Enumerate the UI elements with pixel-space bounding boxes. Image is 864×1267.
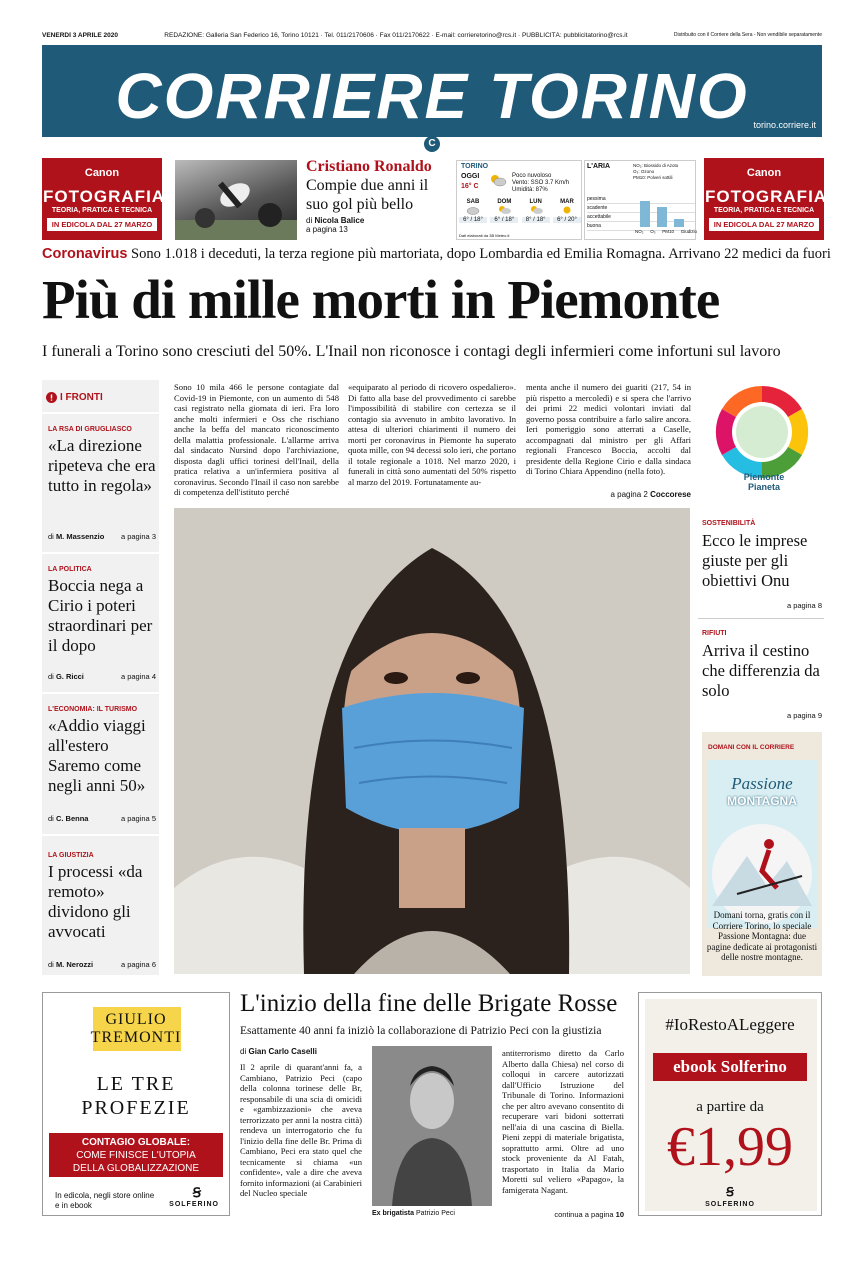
montagna-kicker: DOMANI CON IL CORRIERE bbox=[708, 744, 795, 751]
lead-author: Coccorese bbox=[650, 490, 691, 499]
divider bbox=[42, 692, 159, 694]
brigate-body-col2: antiterrorismo diretto da Carlo Alberto dalla Chiesa) nel corso di colloqui in carcere autorizzati dall'Ufficio Istruzione del Tribunale di Torino. Informazioni che per altro avevano consentito di recuperare vari bidoni sotterrati nell'aia di una cascina di Biella. Pieni zeppi di materiale brigatista, soprattutto armi. Oltre ad uno stock proveniente da Al Fatah, trasportato in Italia da Mario Moretti sul veliero «Papago», la famigerata Nagant. bbox=[502, 1048, 624, 1195]
canon-ad-right bbox=[704, 158, 828, 240]
canon-ad-left bbox=[42, 158, 166, 240]
planet-logo-text: Piemonte Pianeta bbox=[743, 472, 785, 492]
edition-date: VENERDÌ 3 APRILE 2020 bbox=[42, 32, 118, 39]
weather-day: LUN 8° / 18° bbox=[522, 199, 550, 223]
fronti-header: I FRONTI bbox=[60, 392, 103, 403]
man-portrait-icon bbox=[372, 1046, 492, 1206]
weather-day: DOM 6° / 18° bbox=[490, 199, 518, 223]
fronti-column: I FRONTI LA RSA DI GRUGLIASCO «La direzione ripeteva che era tutto in regola» di M. Massenzio a pagina 3 LA POLITICA Boccia nega a Cirio i poteri straordinari per il dopo di G. Ricci a pagina 4 L'ECONOMIA: IL TURISMO «Addio viaggi all'estero Saremo come negli anni 50» di C. Benna a pagina 5 LA GIUSTIZIA I processi «da remoto» dividono gli avvocati di M. Nerozzi a pagina 6 bbox=[42, 380, 159, 975]
divider bbox=[42, 412, 159, 414]
divider bbox=[42, 552, 159, 554]
football-player-icon bbox=[175, 160, 297, 240]
weather-city: TORINO bbox=[461, 163, 489, 170]
continue-page: 10 bbox=[615, 1210, 624, 1219]
air-bar-pm10 bbox=[674, 219, 684, 227]
montagna-promo[interactable] bbox=[702, 732, 822, 976]
caption-bold: Ex brigatista bbox=[372, 1210, 415, 1217]
newspaper-title: CORRIERE TORINO bbox=[115, 60, 749, 132]
ad-book-2: PROFEZIE bbox=[81, 1097, 191, 1119]
weather-humidity: Umidità: 87% bbox=[512, 187, 548, 193]
by-prefix: di bbox=[240, 1047, 247, 1056]
weather-forecast bbox=[456, 160, 582, 240]
ad-band: CONTAGIO GLOBALE: COME FINISCE L'UTOPIA DELLA GLOBALIZZAZIONE bbox=[49, 1133, 223, 1177]
weather-day: SAB 6° / 18° bbox=[459, 199, 487, 223]
lead-body-col3: menta anche il numero dei guariti (217, 54 in più rispetto a mercoledì) e si spera che l'arrivo dei primi 22 medici volontari inviati dal governo possa contribuire a farlo salire ancora. Ieri pomeriggio sono atterrati a Caselle, accompagnati dal ministro per gli Affari regionali Francesco Boccia, accolti dal presidente della Regione Cirio e dalla sindaca di Torino Chiara Appendino (nella foto). bbox=[526, 382, 691, 476]
montagna-logo-2: MONTAGNA bbox=[727, 794, 797, 808]
air-label: L'ARIA bbox=[587, 163, 611, 170]
cloudy-icon bbox=[466, 205, 480, 215]
partly-cloudy-icon bbox=[497, 205, 511, 215]
weather-wind: Vento: SSO 3.7 Km/h bbox=[512, 180, 570, 186]
peci-photo bbox=[372, 1046, 492, 1206]
alert-icon bbox=[46, 392, 57, 403]
fronti-item[interactable]: LA GIUSTIZIA I processi «da remoto» dividono gli avvocati bbox=[48, 852, 143, 941]
weather-days bbox=[459, 199, 581, 223]
woman-face-mask-icon bbox=[174, 508, 690, 974]
solferino-logo-icon: Ꞩ bbox=[192, 1185, 201, 1200]
weather-today-temp: 16° C bbox=[461, 183, 479, 190]
partly-cloudy-icon bbox=[489, 173, 507, 187]
canon-edicola: IN EDICOLA DAL 27 MARZO bbox=[47, 218, 157, 231]
ronaldo-author: Nicola Balice bbox=[314, 216, 365, 225]
photo-caption: Patrizio Peci bbox=[415, 1210, 455, 1217]
canon-brand: Canon bbox=[746, 167, 782, 179]
lead-page: a pagina 2 bbox=[610, 490, 648, 499]
tremonti-ad[interactable] bbox=[42, 992, 230, 1216]
distribution-note: Distribuito con il Corriere della Sera - Non vendibile separatamente bbox=[673, 32, 822, 38]
weather-today-label: OGGI bbox=[461, 173, 480, 180]
canon-title: FOTOGRAFIA bbox=[705, 187, 828, 206]
canon-title: FOTOGRAFIA bbox=[43, 187, 166, 206]
divider bbox=[42, 834, 159, 836]
brigate-subtitle: Esattamente 40 anni fa iniziò la collaborazione di Patrizio Peci con la giustizia bbox=[240, 1025, 602, 1037]
brigate-headline[interactable]: L'inizio della fine delle Brigate Rosse bbox=[240, 990, 618, 1017]
montagna-cover bbox=[707, 760, 817, 928]
weather-desc: Poco nuvoloso bbox=[512, 173, 552, 179]
fronti-item[interactable]: L'ECONOMIA: IL TURISMO «Addio viaggi all'estero Saremo come negli anni 50» bbox=[48, 706, 146, 795]
website-url: torino.corriere.it bbox=[753, 120, 816, 130]
ronaldo-page: a pagina 13 bbox=[306, 225, 348, 234]
ronaldo-headline: Compie due anni il suo gol più bello bbox=[306, 177, 429, 213]
appendino-photo bbox=[174, 508, 690, 974]
canon-subtitle: TEORIA, PRATICA E TECNICA bbox=[51, 207, 153, 214]
ad-author-2: TREMONTI bbox=[90, 1029, 182, 1046]
ebook-publisher: SOLFERINO bbox=[705, 1201, 755, 1208]
lead-kicker-label: Coronavirus bbox=[42, 246, 128, 262]
ebook-price: €1,99 bbox=[667, 1116, 793, 1178]
weather-box bbox=[456, 160, 696, 242]
lead-kicker-text: Sono 1.018 i deceduti, la terza regione più martoriata, dopo Lombardia ed Emilia Romagna. Arrivano 22 medici da fuori bbox=[131, 246, 831, 262]
ebook-ad[interactable] bbox=[638, 992, 822, 1216]
main-headline[interactable]: Più di mille morti in Piemonte bbox=[42, 269, 720, 330]
ad-footer: In edicola, negli store online e in ebook bbox=[55, 1191, 155, 1210]
ronaldo-kicker: Cristiano Ronaldo bbox=[306, 158, 432, 175]
continue-label: continua a pagina bbox=[554, 1210, 614, 1219]
partly-cloudy-icon bbox=[529, 205, 543, 215]
ebook-from: a partire da bbox=[696, 1099, 764, 1115]
canon-subtitle: TEORIA, PRATICA E TECNICA bbox=[713, 207, 815, 214]
lead-kicker bbox=[42, 246, 831, 263]
ronaldo-teaser[interactable] bbox=[306, 158, 446, 234]
ebook-hashtag: #IoRestoALeggere bbox=[665, 1015, 795, 1034]
lead-subtitle: I funerali a Torino sono cresciuti del 50%. L'Inail non riconosce i contagi degli infermieri come infortuni sul lavoro bbox=[42, 343, 781, 360]
canon-edicola: IN EDICOLA DAL 27 MARZO bbox=[709, 218, 819, 231]
lead-body-col1: Sono 10 mila 466 le persone contagiate dal Covid-19 in Piemonte, con un aumento di 548 casi registrato nella giornata di ieri. Fra loro anche molti infermieri e Oss che rischiano anche la beffa del mancato riconoscimento della malattia professionale. L'allarme arriva dal sindacato Nursind dopo l'archiviazione, disposta dagli uffici torinesi dell'Inail, della pratica relativa a un'infermiera positiva al coronavirus. Secondo l'Inail il caso non sarebbe di competenza dell'istituto perché bbox=[174, 382, 339, 497]
piemonte-pianeta-logo bbox=[704, 380, 824, 504]
right-story[interactable]: SOSTENIBILITÀ Ecco le imprese giuste per gli obiettivi Onu bbox=[702, 520, 808, 590]
ronaldo-photo bbox=[175, 160, 297, 240]
top-bar bbox=[42, 32, 822, 44]
corriere-logo-icon: C bbox=[424, 136, 440, 152]
sun-icon bbox=[560, 205, 574, 215]
air-bar-o3 bbox=[657, 207, 667, 227]
weather-day: MAR 6° / 20° bbox=[553, 199, 581, 223]
fronti-item[interactable]: LA RSA DI GRUGLIASCO «La direzione ripeteva che era tutto in regola» bbox=[48, 426, 156, 495]
air-bar-no2 bbox=[640, 201, 650, 227]
weather-credit: Dati elaborati da 3B Meteo.it bbox=[459, 233, 510, 238]
brigate-body-col1: Il 2 aprile di quarant'anni fa, a Cambiano, Patrizio Peci (capo della colonna torinese delle Br, responsabile di una scia di omicidi e «gambizzazioni» che aveva terrorizzato per anni la nostra città) rendeva un interrogatorio che fu l'inizio della fine delle Br. Prima di Cambiano, Peci era stato quel che tecnicamente si chiama «un confidente», vale a dire che aveva fornito informazioni (ai Carabinieri del Nucleo speciale bbox=[240, 1062, 362, 1198]
lead-body-col2: «equiparato al periodo di ricovero ospedaliero». Di fatto alla base del provvedimento ci sarebbe l'impossibilità di stabilire con certezza se il contagio sia avvenuto in ambito lavorativo. In attesa di ulteriori chiarimenti il numero dei morti per coronavirus in Piemonte ha superato quota mille, con 94 decessi solo ieri, che portano il totale regionale a 1018. Nel marzo 2020, i funerali in città sono aumentati del 50% rispetto al marzo del 2019. Fortunatamente au- bbox=[348, 382, 516, 487]
masthead bbox=[42, 45, 822, 137]
montagna-logo-1: Passione bbox=[731, 774, 793, 793]
by-prefix: di bbox=[306, 216, 313, 225]
ad-book-1: LE TRE bbox=[96, 1073, 176, 1095]
divider bbox=[698, 618, 824, 619]
redazione-info: REDAZIONE: Galleria San Federico 16, Torino 10121 · Tel. 011/2170606 · Fax 011/2170622 · E-mail: corrieretorino@rcs.it · PUBBLICITÀ: pubblicitatorino@rcs.it bbox=[164, 32, 628, 39]
right-story[interactable]: RIFIUTI Arriva il cestino che differenzia da solo bbox=[702, 630, 820, 700]
ad-publisher: SOLFERINO bbox=[169, 1201, 219, 1208]
fronti-item[interactable]: LA POLITICA Boccia nega a Cirio i poteri straordinari per il dopo bbox=[48, 566, 153, 655]
air-quality: L'ARIA NO₂: Biossido di Azoto O₃: Ozono PM10: Polveri sottili pessima scadente accettabile buona NO₂ O₃ PM10 Giudizio bbox=[584, 160, 696, 240]
ad-author-1: GIULIO bbox=[105, 1011, 167, 1028]
ebook-band: ebook Solferino bbox=[653, 1053, 807, 1081]
brigate-author: Gian Carlo Caselli bbox=[248, 1047, 317, 1056]
solferino-logo-icon: Ꞩ bbox=[726, 1185, 734, 1199]
canon-brand: Canon bbox=[84, 167, 120, 179]
montagna-text: Domani torna, gratis con il Corriere Torino, lo speciale Passione Montagna: due pagine dedicate ai protagonisti delle nostre montagne. bbox=[706, 910, 818, 962]
